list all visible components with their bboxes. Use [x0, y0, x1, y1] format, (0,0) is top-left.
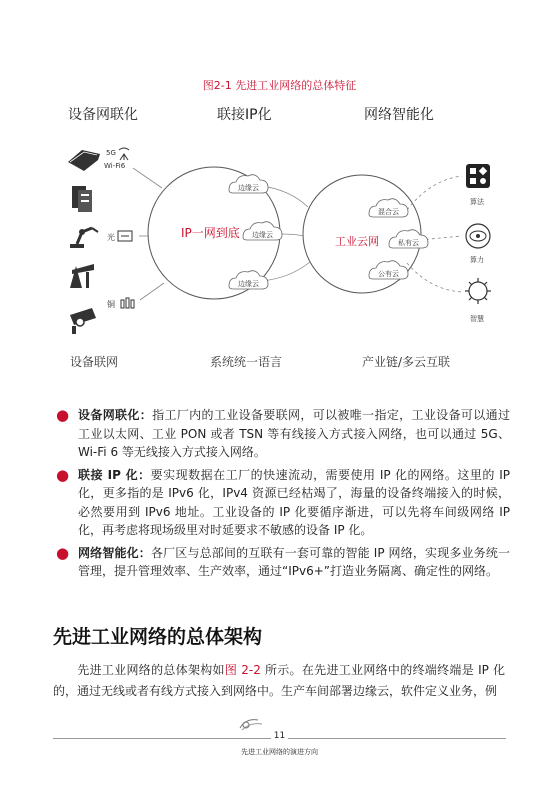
server-icon	[72, 186, 92, 212]
label-industrial-cloud: 工业云网	[335, 235, 379, 248]
bullet-term: 联接 IP 化：	[78, 467, 151, 482]
label-copper: 铜	[107, 300, 115, 309]
algorithm-icon	[466, 164, 490, 188]
section-heading: 先进工业网络的总体架构	[53, 626, 263, 648]
header-network-intelligence: 网络智能化	[364, 107, 434, 123]
camera-icon	[70, 308, 96, 334]
para-after: 所示。在先进工业网络中的终端终端是 IP 化的，通过无线或者有线方式接入到网络中。生产车间部署边缘云，软件定义业务，例	[53, 663, 505, 698]
router-icon	[68, 150, 100, 171]
computing-power-icon	[466, 224, 490, 248]
bullet-term: 网络智能化：	[78, 545, 151, 560]
label-intelligence: 智慧	[470, 315, 484, 323]
section-paragraph	[53, 660, 505, 702]
label-computing-power: 算力	[470, 256, 484, 264]
figure-ref-link[interactable]: 图 2-2	[224, 663, 261, 677]
label-hybrid-cloud: 混合云	[378, 208, 399, 216]
label-optical: 光	[107, 233, 115, 242]
label-edge-cloud-2: 边缘云	[252, 231, 273, 239]
optical-port-icon	[118, 231, 132, 241]
bullet-text: 指工厂内的工业设备要联网，可以被唯一指定，工业设备可以通过工业以太网、工业 PON 或者 TSN 等有线接入方式接入网络，也可以通过 5G、Wi-Fi 6 等无线接入方式接入网络。	[78, 408, 510, 459]
bullet-device-networking	[50, 406, 510, 462]
footer-multicloud: 产业链/多云互联	[362, 355, 451, 369]
intelligence-icon	[465, 278, 491, 304]
page-number: 11	[273, 731, 286, 741]
bullet-text: 要实现数据在工厂的快速流动，需要使用 IP 化的网络。这里的 IP 化，更多指的是 IPv6 化，IPv4 资源已经枯竭了，海量的设备终端接入的时候，必然要用到 IPv6 地址。工业设备的 IP 化要循序渐进，可以先将车间级网络 IP 化，再考虑将现场级里对时延要求不敏感的设备 IP 化。	[78, 467, 511, 537]
bullet-ip-connection	[50, 466, 510, 540]
label-ip-network: IP一网到底	[181, 226, 240, 240]
robot-arm-icon	[70, 228, 98, 248]
footer-unified-language: 系统统一语言	[210, 355, 283, 369]
footer-logo-icon	[236, 716, 266, 732]
label-edge-cloud-3: 边缘云	[238, 280, 259, 288]
label-edge-cloud-1: 边缘云	[238, 184, 259, 192]
antenna-icon	[119, 148, 129, 160]
bullet-list	[50, 406, 510, 585]
bullet-dot: ●	[56, 406, 70, 424]
bullet-term: 设备网联化：	[78, 408, 153, 422]
label-wifi6: Wi-Fi6	[104, 162, 126, 170]
label-algorithm: 算法	[470, 198, 484, 206]
bullet-dot: ●	[56, 465, 70, 484]
label-public-cloud: 公有云	[378, 270, 399, 278]
para-before: 先进工业网络的总体架构如	[77, 663, 225, 677]
label-5g: 5G	[106, 149, 116, 157]
footer-device-networking: 设备联网	[70, 355, 119, 369]
bullet-network-intelligence	[50, 544, 510, 581]
bullet-text: 各厂区与总部间的互联有一套可靠的智能 IP 网络，实现多业务统一管理，提升管理效率、生产效率，通过“IPv6+”打造业务隔离、确定性的网络。	[78, 545, 510, 578]
label-private-cloud: 私有云	[398, 239, 419, 247]
footer-title: 先进工业网络的演进方向	[241, 748, 318, 756]
copper-port-icon	[121, 298, 134, 308]
header-device-networking: 设备网联化	[68, 107, 138, 123]
bullet-dot: ●	[56, 543, 70, 562]
header-ip-connection: 联接IP化	[217, 107, 272, 123]
oil-pump-icon	[70, 264, 94, 288]
figure-title: 图2-1 先进工业网络的总体特征	[202, 79, 357, 92]
